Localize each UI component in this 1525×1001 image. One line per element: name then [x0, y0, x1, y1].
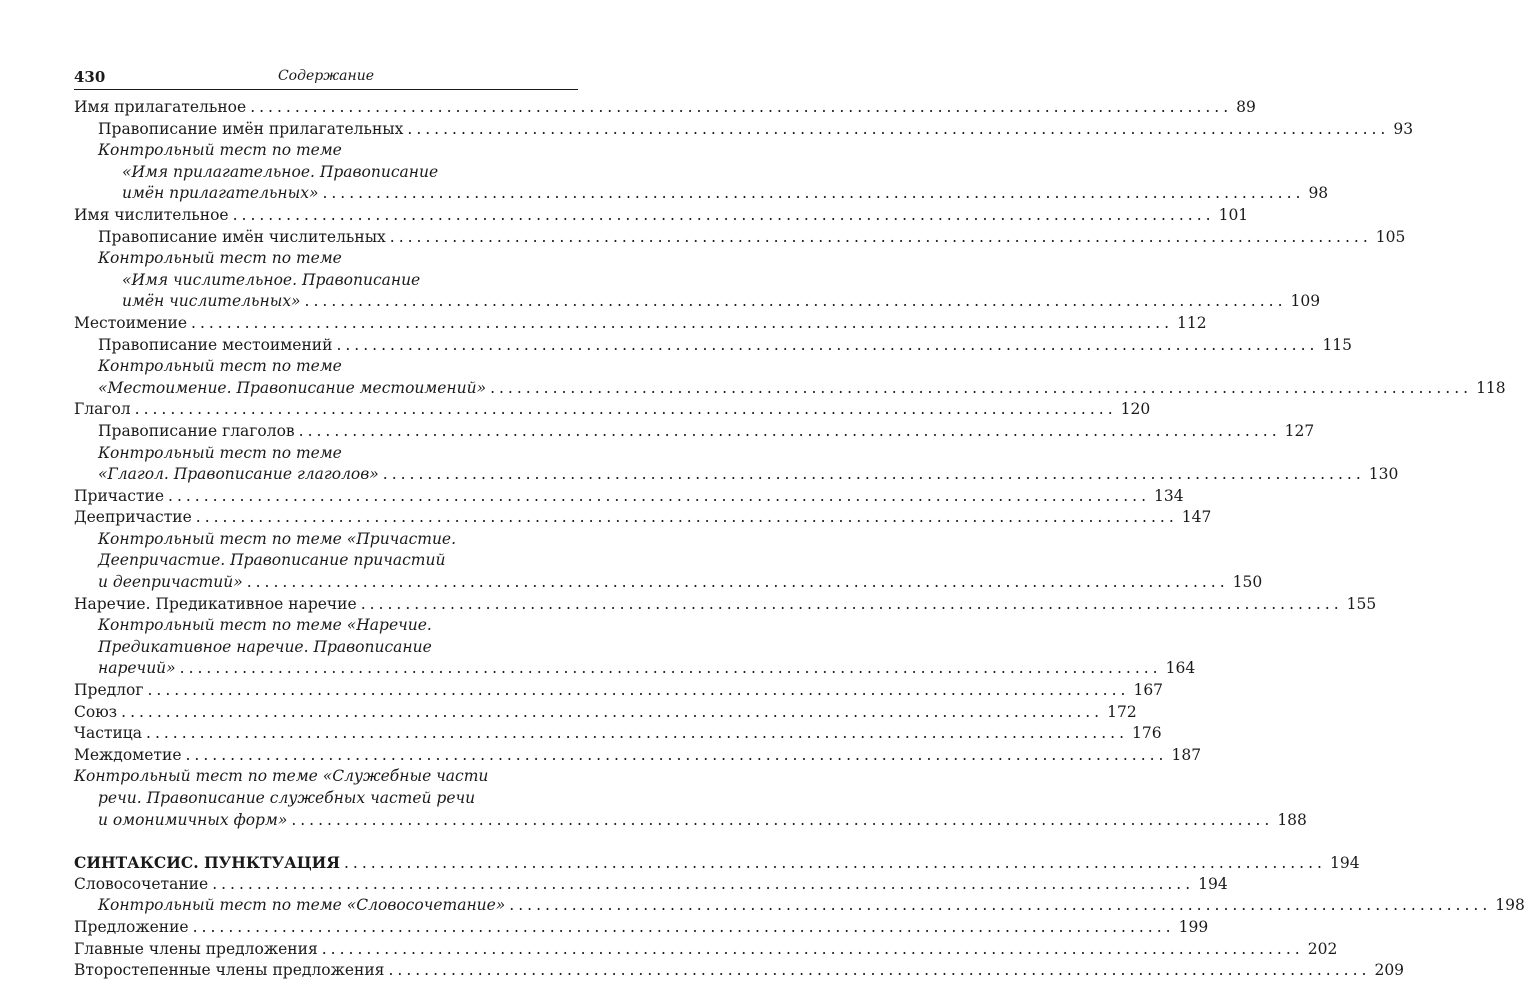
toc-entry[interactable]: Правописание имён числительных .............................................................................................................. 105 [74, 227, 578, 249]
toc-entry[interactable]: имён прилагательных» .............................................................................................................. 98 [74, 183, 578, 205]
toc-entry-continuation[interactable]: Контрольный тест по теме [98, 357, 342, 376]
toc-entry-continuation[interactable]: Контрольный тест по теме «Служебные части [74, 767, 489, 786]
toc-entry[interactable]: Междометие .............................................................................................................. 187 [74, 745, 578, 767]
page-header [74, 68, 578, 92]
toc-entry-continuation[interactable]: Контрольный тест по теме «Наречие. [98, 616, 432, 635]
header-rule [74, 89, 578, 90]
section-gap [74, 831, 578, 852]
running-title: Содержание [277, 68, 375, 84]
dot-leader: .............................................................................................................. [195, 508, 1178, 527]
dot-leader: .............................................................................................................. [343, 854, 1326, 873]
dot-leader: .............................................................................................................. [490, 378, 1473, 397]
toc-entry[interactable]: Деепричастие .............................................................................................................. 147 [74, 507, 578, 529]
toc-entry-continuation[interactable]: Контрольный тест по теме [98, 249, 342, 268]
toc-entry-continuation[interactable]: Контрольный тест по теме «Причастие. [98, 529, 457, 548]
toc-entry[interactable]: Местоимение .............................................................................................................. 112 [74, 313, 578, 335]
dot-leader: .............................................................................................................. [407, 119, 1390, 138]
toc-entry[interactable]: Контрольный тест по теме «Словосочетание» .............................................................................................................. 198 [74, 895, 578, 917]
table-of-contents [74, 97, 1525, 982]
dot-leader: .............................................................................................................. [322, 184, 1305, 203]
dot-leader: .............................................................................................................. [382, 465, 1365, 484]
toc-entry[interactable]: Правописание местоимений .............................................................................................................. 115 [74, 335, 578, 357]
toc-entry[interactable]: и деепричастий» .............................................................................................................. 150 [74, 572, 578, 594]
dot-leader: .............................................................................................................. [121, 702, 1104, 721]
toc-entry[interactable]: Предложение .............................................................................................................. 199 [74, 917, 578, 939]
dot-leader: .............................................................................................................. [321, 939, 1304, 958]
dot-leader: .............................................................................................................. [291, 810, 1274, 829]
toc-entry[interactable]: Имя числительное .............................................................................................................. 101 [74, 205, 578, 227]
toc-section-heading[interactable]: СИНТАКСИС. ПУНКТУАЦИЯ .............................................................................................................. 194 [74, 852, 578, 874]
dot-leader: .............................................................................................................. [246, 573, 1229, 592]
toc-entry-continuation[interactable]: Контрольный тест по теме [98, 443, 342, 462]
dot-leader: .............................................................................................................. [192, 917, 1175, 936]
toc-entry-continuation[interactable]: Предикативное наречие. Правописание [98, 637, 432, 656]
dot-leader: .............................................................................................................. [168, 486, 1151, 505]
toc-entry[interactable]: «Местоимение. Правописание местоимений» .............................................................................................................. 118 [74, 378, 578, 400]
toc-entry-continuation[interactable]: Деепричастие. Правописание причастий [98, 551, 446, 570]
toc-entry[interactable]: Имя прилагательное .............................................................................................................. 89 [74, 97, 578, 119]
toc-entry[interactable]: и омонимичных форм» .............................................................................................................. 188 [74, 810, 578, 832]
dot-leader: .............................................................................................................. [146, 724, 1129, 743]
toc-entry[interactable]: Союз .............................................................................................................. 172 [74, 702, 578, 724]
toc-entry[interactable]: наречий» .............................................................................................................. 164 [74, 658, 578, 680]
toc-entry[interactable]: Второстепенные члены предложения .............................................................................................................. 209 [74, 960, 578, 982]
toc-entry[interactable]: «Глагол. Правописание глаголов» .............................................................................................................. 130 [74, 464, 578, 486]
dot-leader: .............................................................................................................. [509, 896, 1492, 915]
dot-leader: .............................................................................................................. [185, 745, 1168, 764]
toc-entry-continuation[interactable]: «Имя прилагательное. Правописание [122, 162, 439, 181]
toc-entry[interactable]: Словосочетание .............................................................................................................. 194 [74, 874, 578, 896]
dot-leader: .............................................................................................................. [134, 400, 1117, 419]
dot-leader: .............................................................................................................. [232, 205, 1215, 224]
dot-leader: .............................................................................................................. [250, 98, 1233, 116]
toc-entry-continuation[interactable]: «Имя числительное. Правописание [122, 270, 421, 289]
toc-entry-continuation[interactable]: речи. Правописание служебных частей речи [98, 789, 476, 807]
toc-entry[interactable]: Правописание глаголов .............................................................................................................. 127 [74, 421, 578, 443]
dot-leader: .............................................................................................................. [191, 313, 1174, 332]
toc-entry[interactable]: Правописание имён прилагательных .............................................................................................................. 93 [74, 119, 578, 141]
toc-entry-continuation[interactable]: Контрольный тест по теме [98, 141, 342, 160]
dot-leader: .............................................................................................................. [360, 594, 1343, 613]
dot-leader: .............................................................................................................. [212, 874, 1195, 893]
page-number: 430 [74, 68, 106, 86]
dot-leader: .............................................................................................................. [388, 961, 1371, 980]
toc-entry[interactable]: Наречие. Предикативное наречие .............................................................................................................. 155 [74, 594, 578, 616]
toc-entry[interactable]: Предлог .............................................................................................................. 167 [74, 680, 578, 702]
toc-entry[interactable]: Глагол .............................................................................................................. 120 [74, 399, 578, 421]
toc-entry[interactable]: Частица .............................................................................................................. 176 [74, 723, 578, 745]
dot-leader: .............................................................................................................. [298, 421, 1281, 440]
dot-leader: .............................................................................................................. [389, 227, 1372, 246]
dot-leader: .............................................................................................................. [304, 292, 1287, 311]
dot-leader: .............................................................................................................. [147, 681, 1130, 700]
toc-entry[interactable]: Главные члены предложения .............................................................................................................. 202 [74, 939, 578, 961]
toc-entry[interactable]: Причастие .............................................................................................................. 134 [74, 486, 578, 508]
toc-entry[interactable]: имён числительных» .............................................................................................................. 109 [74, 291, 578, 313]
dot-leader: .............................................................................................................. [179, 659, 1162, 678]
dot-leader: .............................................................................................................. [336, 335, 1319, 354]
